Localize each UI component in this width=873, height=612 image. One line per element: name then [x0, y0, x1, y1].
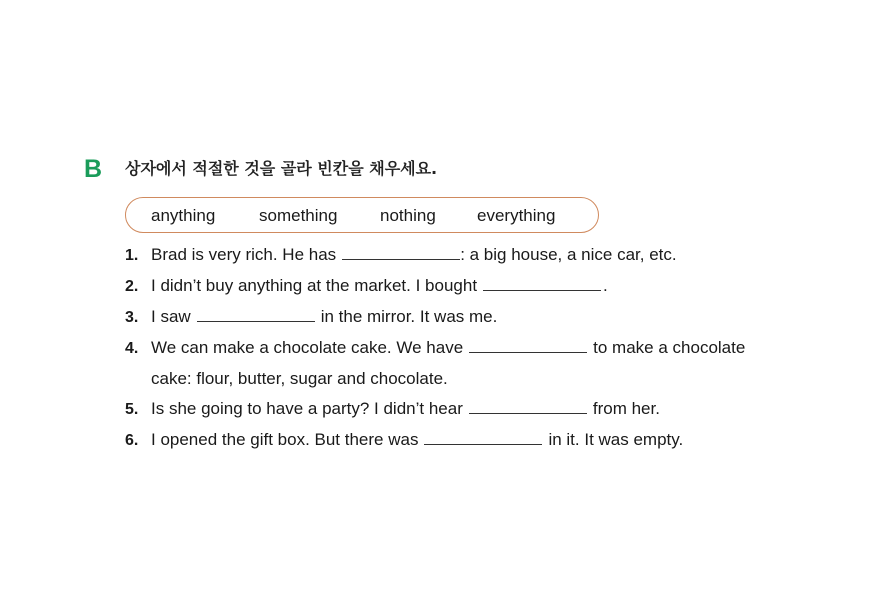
exercise-item-1: [125, 245, 677, 266]
word-box: [125, 197, 599, 233]
answer-blank[interactable]: [197, 307, 315, 322]
instruction-text: 상자에서 적절한 것을 골라 빈칸을 채우세요.: [125, 159, 438, 178]
item-number: 6.: [125, 432, 139, 449]
item-text-after: from her.: [592, 399, 660, 418]
item-text-before: Brad is very rich. He has: [151, 245, 337, 264]
item-text-after: in the mirror. It was me.: [320, 307, 498, 326]
answer-blank[interactable]: [483, 276, 601, 291]
answer-blank[interactable]: [469, 399, 587, 414]
answer-blank[interactable]: [424, 430, 542, 445]
item-number: 3.: [125, 309, 139, 326]
exercise-item-3: [125, 307, 497, 328]
section-letter: B: [84, 155, 103, 183]
word-option: anything: [151, 206, 216, 225]
item-text-before: We can make a chocolate cake. We have: [151, 338, 464, 357]
item-number: 4.: [125, 340, 139, 357]
answer-blank[interactable]: [469, 338, 587, 353]
word-option: something: [259, 206, 338, 225]
item-text-before: Is she going to have a party? I didn’t hear: [151, 399, 463, 418]
exercise-item-2: [125, 276, 608, 297]
exercise-item-4-continuation: cake: flour, butter, sugar and chocolate.: [151, 369, 448, 388]
item-text-before: I opened the gift box. But there was: [151, 430, 419, 449]
word-option: everything: [477, 206, 556, 225]
item-text-after: to make a chocolate: [593, 338, 746, 357]
item-text-before: I didn’t buy anything at the market. I bought: [151, 276, 478, 295]
exercise-item-4: [125, 338, 745, 359]
item-number: 5.: [125, 401, 139, 418]
answer-blank[interactable]: [342, 245, 460, 260]
exercise-item-6: [125, 430, 683, 451]
word-option: nothing: [380, 206, 436, 225]
item-number: 2.: [125, 278, 139, 295]
item-text-after: : a big house, a nice car, etc.: [460, 245, 677, 264]
item-text-after: in it. It was empty.: [548, 430, 684, 449]
item-number: 1.: [125, 247, 139, 264]
item-text-after: .: [603, 276, 608, 295]
item-text-before: I saw: [151, 307, 191, 326]
exercise-item-5: [125, 399, 660, 420]
